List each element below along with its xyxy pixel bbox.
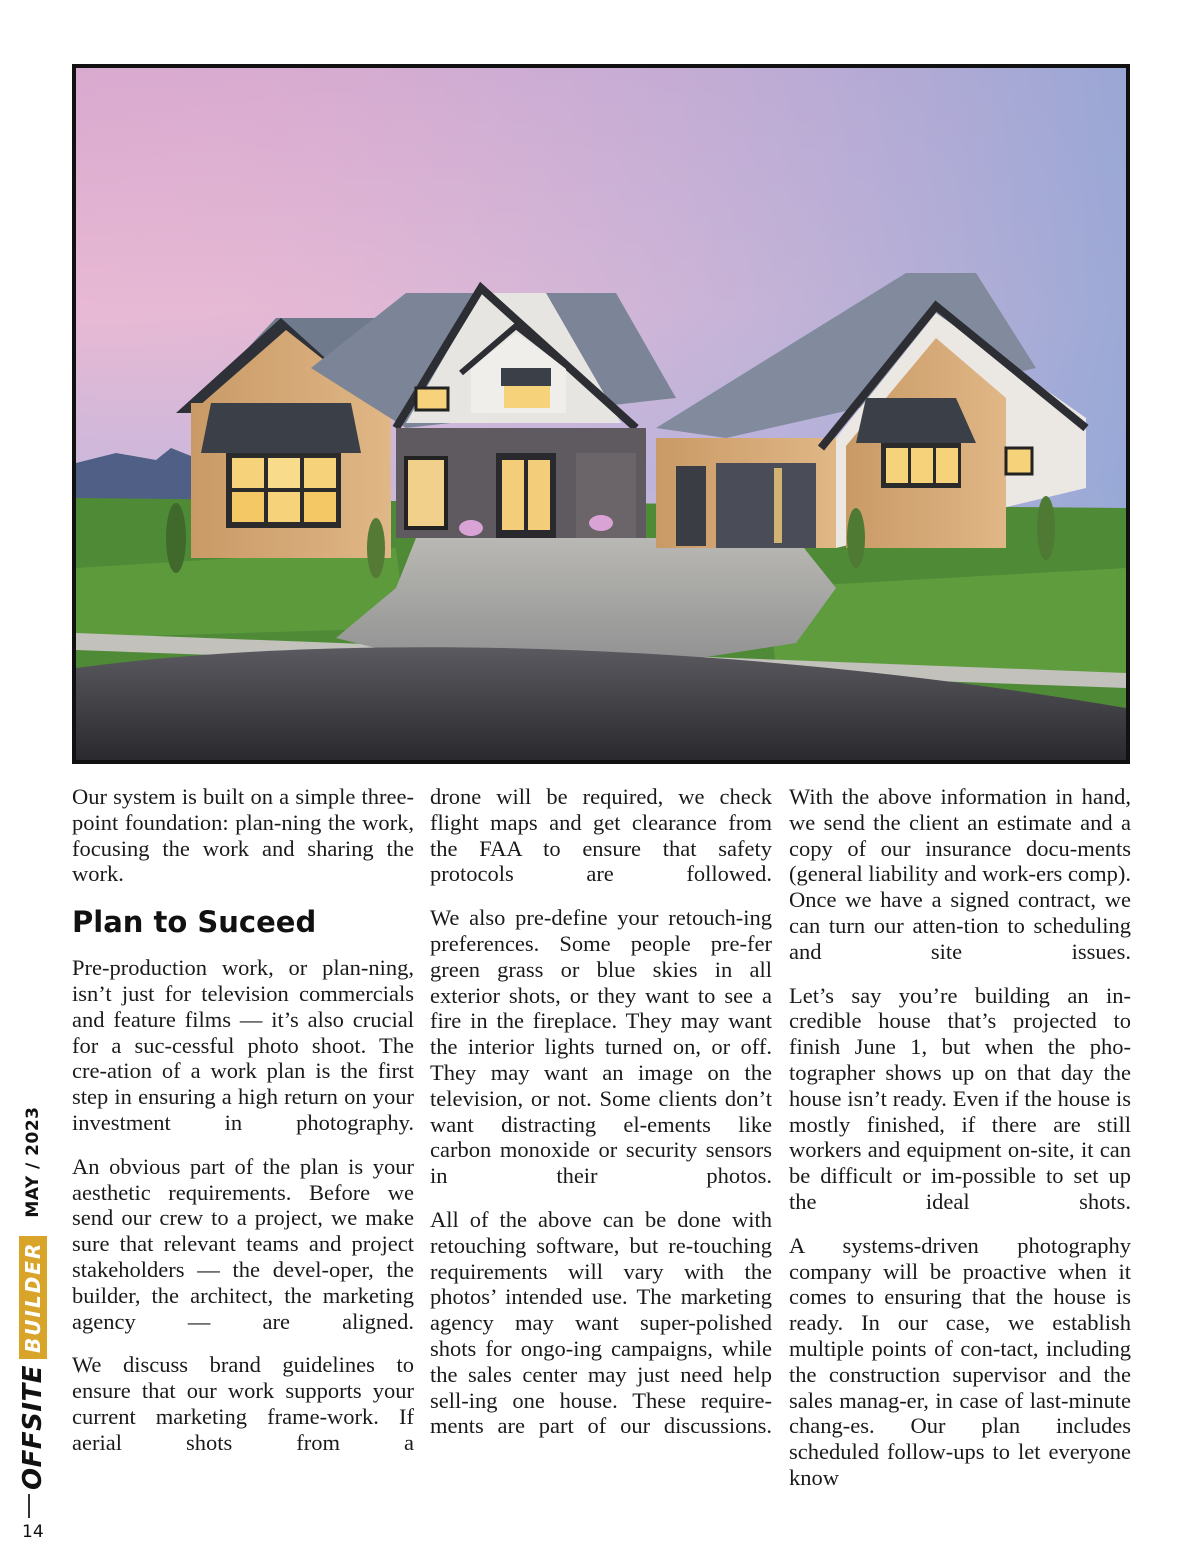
- paragraph: We also pre-define your retouch-ing preferences. Some people pre-fer green grass or blue skies in all exterior shots, or they want to see a fire in the fireplace. They may want the interior lights turned on, or off. They may want an image on the television, or not. Some clients don’t want distracting el-ements like carbon monoxide or security sensors in their photos.: [430, 905, 772, 1189]
- paragraph: A systems-driven photography company will be proactive when it comes to ensuring that the house is ready. In our case, we establish multiple points of con-tact, including the construction supervisor and the sales manag-er, in case of last-minute chang-es. Our plan includes scheduled follow-ups to let everyone know: [789, 1232, 1131, 1490]
- masthead-offsite: OFFSITE: [18, 1364, 48, 1490]
- paragraph: With the above information in hand, we send the client an estimate and a copy of our insurance docu-ments (general liability and work-ers comp). Once we have a signed contract, we can turn our atten-tion to scheduling and site issues.: [789, 784, 1131, 964]
- footer-rule: [28, 1494, 30, 1518]
- article-column-3: [789, 784, 1131, 1509]
- paragraph: drone will be required, we check flight maps and get clearance from the FAA to ensure that safety protocols are followed.: [430, 784, 772, 887]
- paragraph: We discuss brand guidelines to ensure that our work supports your current marketing frame-work. If aerial shots from a: [72, 1352, 414, 1455]
- section-heading: Plan to Suceed: [72, 905, 317, 940]
- paragraph: Our system is built on a simple three-point foundation: plan-ning the work, focusing the work and sharing the work.: [72, 784, 414, 887]
- paragraph: Let’s say you’re building an in-credible house that’s projected to finish June 1, but when the pho-tographer shows up on that day the house isn’t ready. Even if the house is mostly finished, if there are still workers and equipment on-site, it can be difficult or im-possible to set up the ideal shots.: [789, 982, 1131, 1214]
- magazine-masthead: [18, 1107, 48, 1491]
- paragraph: An obvious part of the plan is your aesthetic requirements. Before we send our crew to a project, we make sure that relevant teams and project stakeholders — the devel-oper, the builder, the architect, the marketing agency — are aligned.: [72, 1153, 414, 1334]
- house-photo: [72, 64, 1130, 764]
- issue-date: MAY / 2023: [23, 1106, 43, 1218]
- masthead-builder: BUILDER: [19, 1236, 47, 1359]
- paragraph: Pre-production work, or plan-ning, isn’t just for television commercials and feature films — it’s also crucial for a suc-cessful photo shoot. The cre-ation of a work plan is the first step in ensuring a high return on your investment in photography.: [72, 955, 414, 1135]
- paragraph: All of the above can be done with retouching software, but re-touching requirements will vary with the photos’ intended use. The marketing agency may want super-polished shots for ongo-ing campaigns, while the sales center may just need help sell-ing one house. These require-ments are part of our discussions.: [430, 1206, 772, 1439]
- magazine-sidebar: [14, 1106, 50, 1490]
- article-column-1: [72, 784, 414, 1474]
- article-column-2: [430, 784, 772, 1457]
- house-photo-icon: [76, 68, 1126, 760]
- page-number: 14: [22, 1522, 44, 1542]
